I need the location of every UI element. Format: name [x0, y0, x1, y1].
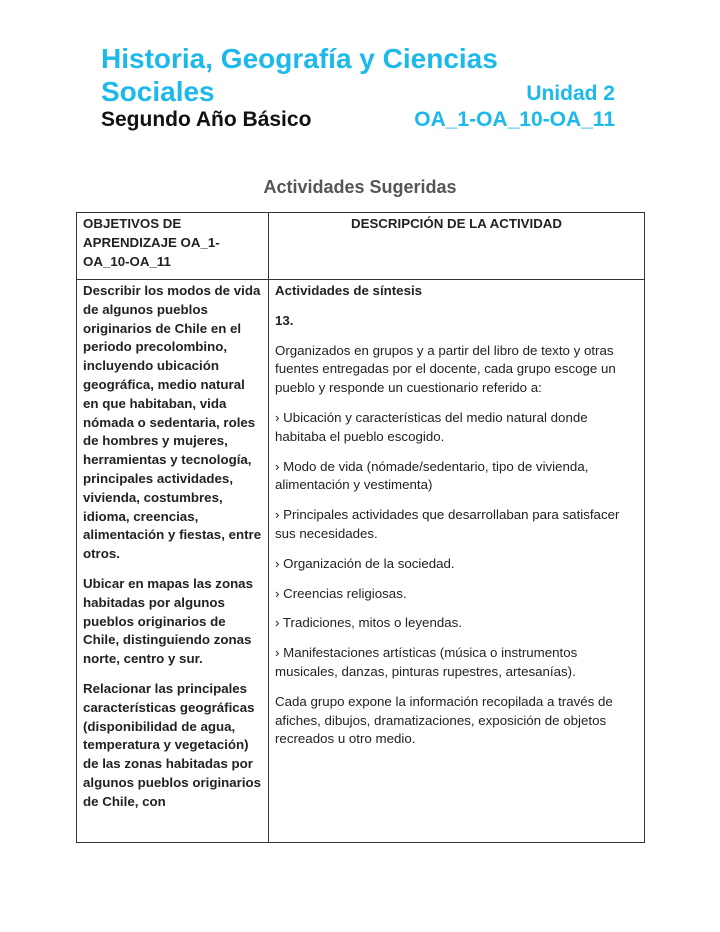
activities-table	[76, 212, 645, 843]
activity-item: › Organización de la sociedad.	[275, 555, 455, 571]
activity-number: 13.	[275, 312, 294, 328]
section-title: Actividades Sugeridas	[263, 177, 457, 197]
activity-intro: Organizados en grupos y a partir del libro de texto y otras fuentes entregadas por el docente, cada grupo escoge un pueblo y responde un cuestionario referido a:	[275, 342, 616, 396]
subject-title-line2: Sociales	[101, 76, 215, 107]
objective-3: Relacionar las principales características geográficas (disponibilidad de agua, temperatura y vegetación) de las zonas habitadas por algunos pueblos originarios de Chile, con	[83, 680, 262, 809]
activity-item: › Tradiciones, mitos o leyendas.	[275, 615, 462, 631]
objectives-header: OBJETIVOS DE APRENDIZAJE OA_1-OA_10-OA_11	[77, 213, 269, 280]
description-header: DESCRIPCIÓN DE LA ACTIVIDAD	[269, 213, 645, 280]
activity-item: › Creencias religiosas.	[275, 585, 407, 601]
activity-item: › Ubicación y características del medio natural donde habitaba el pueblo escogido.	[275, 409, 588, 444]
objectives-cell	[77, 280, 269, 843]
unit-label: Unidad 2	[526, 82, 615, 105]
activity-closing: Cada grupo expone la información recopilada a través de afiches, dibujos, dramatizaciones, exposición de objetos recreados u otro medio.	[275, 693, 613, 747]
subject-title-line1: Historia, Geografía y Ciencias	[101, 43, 498, 74]
objective-1: Describir los modos de vida de algunos pueblos originarios de Chile en el periodo precolombino, incluyendo ubicación geográfica, medio natural en que habitaban, vida nómada o sedentaria, roles de hombres y mujeres, herramientas y tecnología, principales actividades, vivienda, costumbres, idioma, creencias, alimentación y fiestas, entre otros.	[83, 283, 262, 562]
objective-2: Ubicar en mapas las zonas habitadas por algunos pueblos originarios de Chile, distinguiendo zonas norte, centro y sur.	[83, 575, 253, 667]
description-cell	[269, 280, 645, 843]
table-header-row	[77, 213, 645, 280]
activity-item: › Manifestaciones artísticas (música o instrumentos musicales, danzas, pinturas rupestres, artesanías).	[275, 645, 578, 679]
grade-label: Segundo Año Básico	[101, 108, 312, 131]
activity-item: › Modo de vida (nómade/sedentario, tipo de vivienda, alimentación y vestimenta)	[275, 458, 589, 493]
table-row	[77, 280, 645, 843]
activity-heading: Actividades de síntesis	[275, 283, 423, 298]
activity-item: › Principales actividades que desarrollaban para satisfacer sus necesidades.	[275, 507, 620, 541]
oa-codes: OA_1-OA_10-OA_11	[414, 108, 615, 131]
